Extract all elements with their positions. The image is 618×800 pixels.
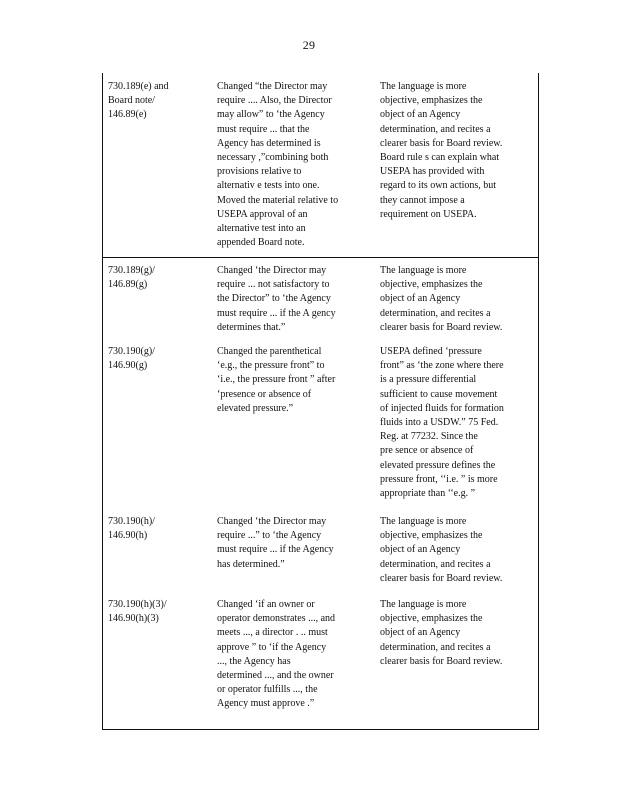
change-cell: Changed ‘the Director may require ... not satisfactory to the Director” to ‘the Agency must require ... if the A gency determines that.” (217, 265, 336, 333)
section-cell: 730.190(g)/ 146.90(g) (108, 346, 155, 372)
table-row (103, 515, 538, 598)
table-row (103, 73, 538, 257)
section-cell: 730.190(h)/ 146.90(h) (108, 516, 155, 542)
reason-cell: The language is more objective, emphasizes the object of an Agency determination, and recites a clearer basis for Board review. (380, 599, 503, 667)
section-cell: 730.189(e) and Board note/ 146.89(e) (108, 81, 169, 121)
table-row (103, 598, 538, 729)
reason-cell: The language is more objective, emphasizes the object of an Agency determination, and recites a clearer basis for Board review. Board rule s can explain what USEPA has provided with regard to its own actions, but they cannot impose a requirement on USEPA. (380, 81, 503, 220)
reason-cell: The language is more objective, emphasizes the object of an Agency determination, and recites a clearer basis for Board review. (380, 265, 503, 333)
change-cell: Changed ‘the Director may require ...” to ‘the Agency must require ... if the Agency has determined.” (217, 516, 334, 570)
table-row (103, 257, 538, 341)
page-number: 29 (302, 38, 316, 52)
table-row (103, 341, 538, 515)
change-cell: Changed “the Director may require .... Also, the Director may allow” to ‘the Agency must require ... that the Agency has determined is necessary ,”combining both provisions relative to alternativ e tests into one. Moved the material relative to USEPA approval of an alternative test into an appended Board note. (217, 81, 339, 249)
section-cell: 730.190(h)(3)/ 146.90(h)(3) (108, 599, 167, 625)
reason-cell: The language is more objective, emphasizes the object of an Agency determination, and recites a clearer basis for Board review. (380, 516, 503, 584)
change-cell: Changed the parenthetical ‘e.g., the pressure front” to ‘i.e., the pressure front ” after ‘presence or absence of elevated pressure.” (217, 346, 336, 414)
change-cell: Changed ‘if an owner or operator demonstrates ..., and meets ..., a director . .. must approve ” to ‘if the Agency ..., the Agency has determined ..., and the owner or operator fulfills ..., the Agency must approve .” (217, 599, 336, 710)
section-cell: 730.189(g)/ 146.89(g) (108, 265, 155, 291)
comparison-table (102, 73, 539, 730)
reason-cell: USEPA defined ‘pressure front” as ‘the zone where there is a pressure differential sufficient to cause movement of injected fluids for formation fluids into a USDW.” 75 Fed. Reg. at 77232. Since the pre sence or absence of elevated pressure defines the pressure front, ‘‘i.e. ” is more appropriate than ‘‘e.g. ” (380, 346, 504, 500)
